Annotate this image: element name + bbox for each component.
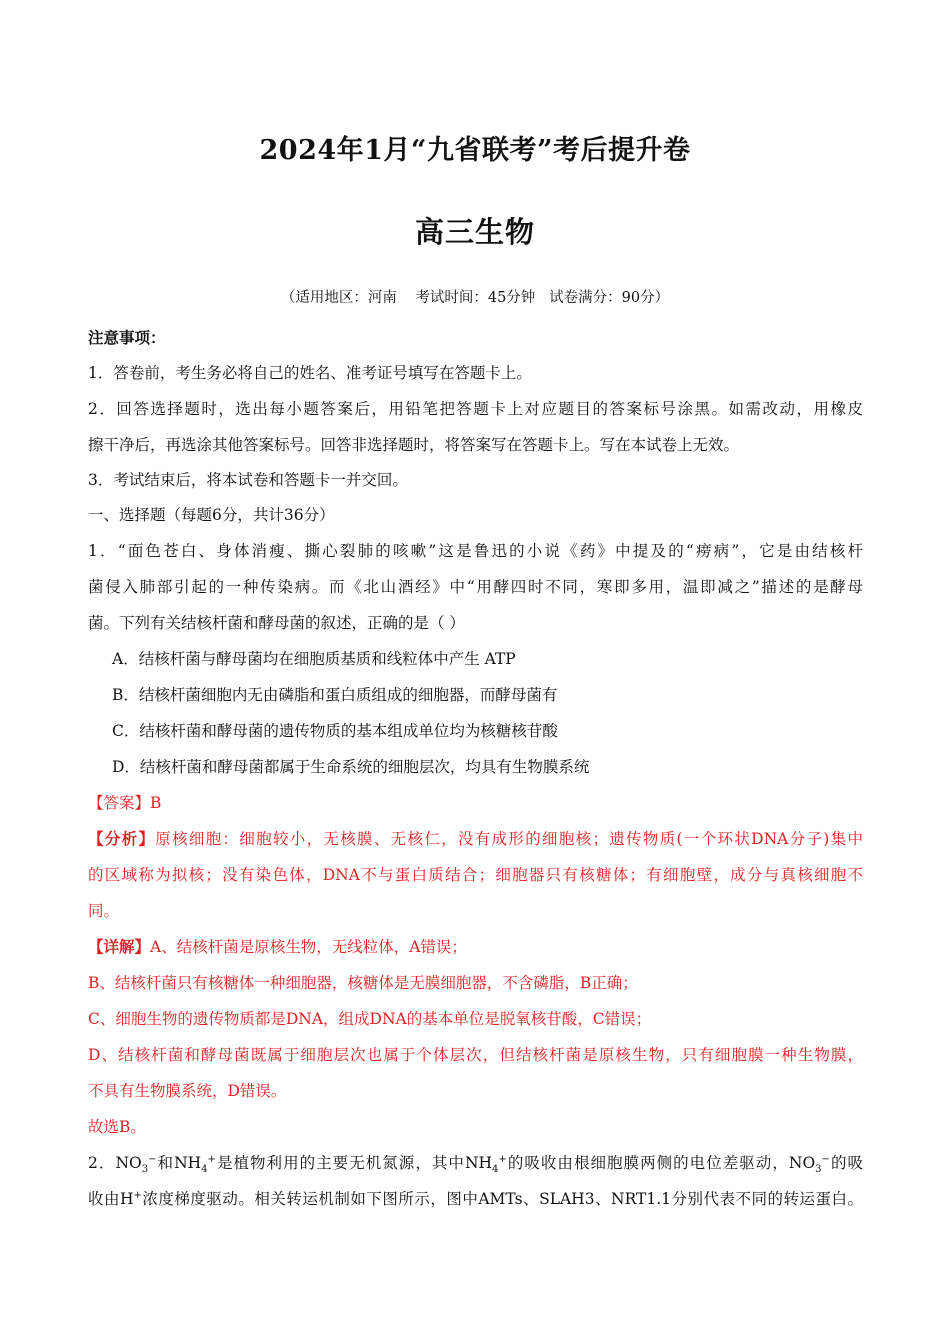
page-title: 2024年1月“九省联考”考后提升卷	[259, 135, 691, 166]
detail-line-b: B、结核杆菌只有核糖体一种细胞器，核糖体是无膜细胞器，不含磷脂，B正确；	[88, 974, 638, 992]
answer-label: 【答案】	[88, 794, 151, 812]
detail-line-a	[88, 929, 863, 965]
notice-item-2-line-2: 擦干净后，再选涂其他答案标号。回答非选择题时，将答案写在答题卡上。写在本试卷上无效。	[88, 436, 740, 454]
question-2-stem-line-1: 2．$NO_3^-$和$NH_4^+$是植物利用的主要无机氮源，其中$NH_4^+$的吸收由根细胞膜两侧的电位差驱动，$NO_3^-$的吸	[88, 1153, 863, 1176]
answer-line	[88, 785, 863, 821]
detail-line-d-2: 不具有生物膜系统，D错误。	[88, 1082, 287, 1100]
question-1-stem-line-3: 菌。下列有关结核杆菌和酵母菌的叙述，正确的是（ ）	[88, 614, 465, 632]
question-1-option-c: C．结核杆菌和酵母菌的遗传物质的基本组成单位均为核糖核苷酸	[112, 722, 558, 740]
notice-item-3: 3．考试结束后，将本试卷和答题卡一并交回。	[88, 471, 408, 489]
question-1-stem-line-2: 菌侵入肺部引起的一种传染病。而《北山酒经》中“用酵四时不同，寒即多用，温即减之”描述的是酵母	[88, 578, 863, 596]
answer-value: B	[150, 794, 162, 812]
question-1-stem-line-1: 1．“面色苍白、身体消瘦、撕心裂肺的咳嗽”这是鲁迅的小说《药》中提及的“痨病”，它是由结核杆	[88, 542, 863, 560]
detail-line-d-1: D、结核杆菌和酵母菌既属于细胞层次也属于个体层次，但结核杆菌是原核生物，只有细胞膜一种生物膜，	[88, 1046, 863, 1064]
analysis-line-3: 同。	[88, 902, 120, 920]
page-subtitle: 高三生物	[414, 215, 535, 249]
question-1-option-b: B．结核杆菌细胞内无由磷脂和蛋白质组成的细胞器，而酵母菌有	[112, 686, 558, 704]
detail-text-a: A、结核杆菌是原核生物，无线粒体，A错误；	[150, 938, 467, 956]
notice-heading: 注意事项：	[88, 328, 166, 347]
notice-item-2-line-1: 2．回答选择题时，选出每小题答案后，用铅笔把答题卡上对应题目的答案标号涂黑。如需改动，用橡皮	[88, 400, 863, 418]
section-heading: 一、选择题（每题6分，共计36分）	[88, 506, 335, 524]
exam-info: （适用地区：河南 考试时间：45分钟 试卷满分：90分）	[280, 290, 670, 306]
question-1-option-a: A．结核杆菌与酵母菌均在细胞质基质和线粒体中产生 ATP	[112, 650, 516, 668]
analysis-text-1: 原核细胞：细胞较小，无核膜、无核仁，没有成形的细胞核；遗传物质(一个环状DNA分子)集中	[155, 830, 863, 848]
document-body	[88, 320, 863, 1217]
conclusion-line: 故选B。	[88, 1118, 146, 1136]
analysis-line-2: 的区域称为拟核；没有染色体，DNA不与蛋白质结合；细胞器只有核糖体；有细胞壁，成分与真核细胞不	[88, 866, 863, 884]
question-2-stem-line-2: 收由H+浓度梯度驱动。相关转运机制如下图所示，图中AMTs、SLAH3、NRT1.1分别代表不同的转运蛋白。	[88, 1189, 863, 1208]
analysis-label: 【分析】	[88, 829, 156, 848]
analysis-line-1	[88, 821, 863, 857]
question-1-option-d: D．结核杆菌和酵母菌都属于生命系统的细胞层次，均具有生物膜系统	[112, 758, 590, 776]
notice-item-1: 1．答卷前，考生务必将自己的姓名、准考证号填写在答题卡上。	[88, 364, 532, 382]
detail-line-c: C、细胞生物的遗传物质都是DNA，组成DNA的基本单位是脱氧核苷酸，C错误；	[88, 1010, 652, 1028]
detail-label: 【详解】	[88, 937, 151, 956]
